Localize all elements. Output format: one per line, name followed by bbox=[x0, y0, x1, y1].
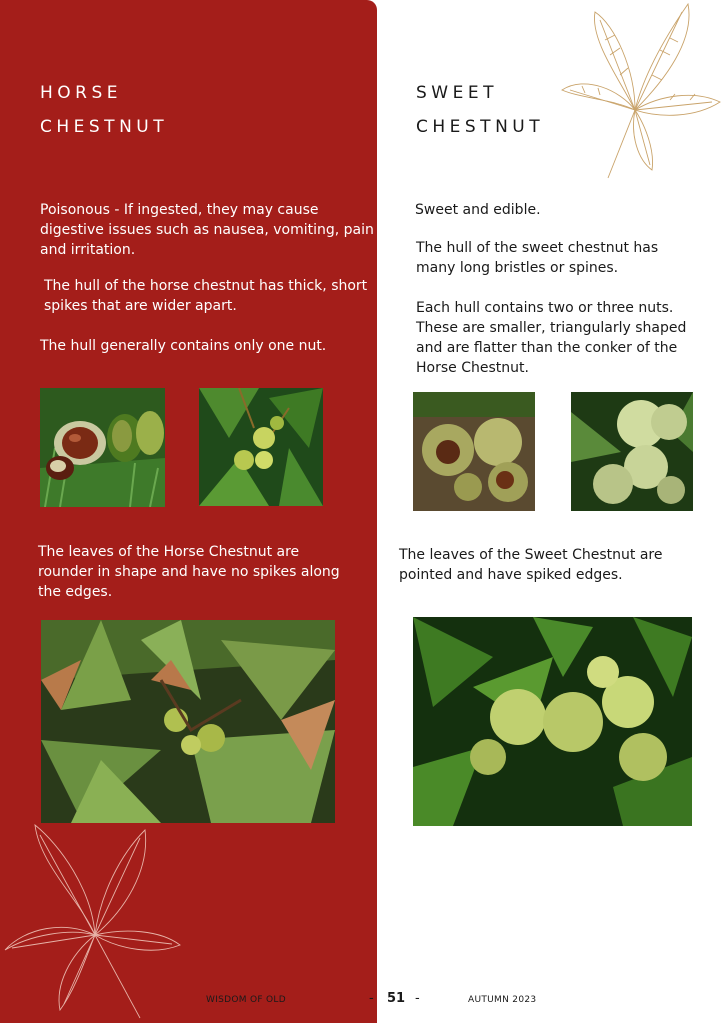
horse-chestnut-toxicity-text: Poisonous - If ingested, they may cause digestive issues such as nausea, vomiting, pain and irritation. bbox=[40, 202, 374, 258]
sweet-chestnut-nut-text: Each hull contains two or three nuts. These are smaller, triangularly shaped and are flatter than the conker of the Horse Chestnut. bbox=[416, 300, 687, 376]
sweet-chestnut-edible-text: Sweet and edible. bbox=[415, 202, 541, 218]
title-line: HORSE bbox=[40, 83, 123, 103]
title-line: CHESTNUT bbox=[416, 117, 545, 137]
footer-publication: WISDOM OF OLD bbox=[206, 995, 286, 1005]
horse-chestnut-leaves-text: The leaves of the Horse Chestnut are rounder in shape and have no spikes along the edges. bbox=[38, 544, 340, 600]
horse-chestnut-leaves-photo bbox=[41, 620, 335, 823]
horse-chestnut-hull-text: The hull of the horse chestnut has thick, short spikes that are wider apart. bbox=[44, 278, 368, 314]
horse-chestnut-conkers-photo bbox=[40, 388, 165, 507]
horse-chestnut-nut-text: The hull generally contains only one nut. bbox=[40, 338, 327, 354]
title-line: CHESTNUT bbox=[40, 117, 169, 137]
page-number: 51 bbox=[387, 991, 406, 1006]
sweet-chestnut-tree-photo bbox=[571, 392, 693, 511]
sweet-chestnut-hull-text: The hull of the sweet chestnut has many long bristles or spines. bbox=[416, 240, 659, 276]
footer-issue: AUTUMN 2023 bbox=[468, 995, 537, 1005]
footer-dash: - bbox=[415, 991, 420, 1006]
footer-dash: - bbox=[369, 991, 374, 1006]
title-line: SWEET bbox=[416, 83, 498, 103]
horse-chestnut-title bbox=[40, 76, 168, 144]
horse-chestnut-leaf-outline-icon bbox=[560, 0, 723, 180]
horse-chestnut-leaf-outline-icon bbox=[0, 820, 185, 1020]
horse-chestnut-tree-photo bbox=[199, 388, 323, 506]
sweet-chestnut-title bbox=[416, 76, 544, 144]
sweet-chestnut-leaves-text: The leaves of the Sweet Chestnut are pointed and have spiked edges. bbox=[399, 547, 663, 583]
sweet-chestnut-leaves-photo bbox=[413, 617, 692, 826]
sweet-chestnut-hulls-photo bbox=[413, 392, 535, 511]
